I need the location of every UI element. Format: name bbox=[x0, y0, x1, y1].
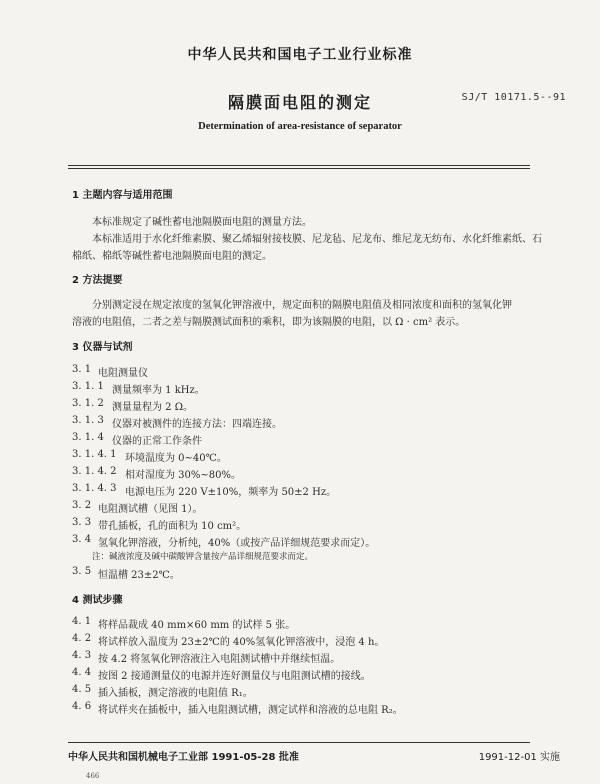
item-number: 3. 1. 4. 2 bbox=[72, 466, 117, 477]
implementation-date: 1991-12-01 实施 bbox=[478, 752, 560, 763]
item-text: 恒温槽 23±2℃。 bbox=[98, 570, 180, 581]
item-text: 电阻测量仪 bbox=[98, 368, 148, 379]
section-2-para-1a: 分别测定浸在规定浓度的氢氧化钾溶液中，规定面积的隔膜电阻值及相同浓度和面积的氢氧化钾 bbox=[92, 300, 512, 311]
item-number: 3. 1. 2 bbox=[72, 398, 104, 409]
item-number: 3. 5 bbox=[72, 566, 92, 577]
item-text: 将试样放入温度为 23±2℃的 40%氢氧化钾溶液中，浸泡 4 h。 bbox=[98, 637, 385, 648]
standard-body-header: 中华人民共和国电子工业行业标准 bbox=[187, 47, 413, 63]
section-1-heading: 1 主题内容与适用范围 bbox=[72, 190, 173, 201]
item-number: 3. 4 bbox=[72, 534, 92, 545]
item-number: 4. 3 bbox=[72, 650, 92, 661]
item-text: 仪器的正常工作条件 bbox=[112, 436, 202, 447]
item-number: 3. 3 bbox=[72, 517, 92, 528]
item-text: 环境温度为 0~40℃。 bbox=[125, 453, 227, 464]
item-text: 按图 2 接通测量仪的电源并连好测量仪与电阻测试槽的接线。 bbox=[98, 671, 371, 682]
item-text: 插入插板，测定溶液的电阻值 R₁。 bbox=[98, 688, 253, 699]
section-1-para-1: 本标准规定了碱性蓄电池隔膜面电阻的测量方法。 bbox=[92, 217, 312, 228]
item-number: 4. 2 bbox=[72, 633, 92, 644]
section-1-para-2b: 棉纸、棉纸等碱性蓄电池隔膜面电阻的测定。 bbox=[72, 251, 272, 262]
approval-line: 中华人民共和国机械电子工业部 1991-05-28 批准 bbox=[68, 752, 299, 763]
page-number: 466 bbox=[86, 772, 100, 780]
english-title: Determination of area-resistance of separator bbox=[198, 121, 402, 132]
item-number: 3. 1. 4. 3 bbox=[72, 483, 117, 494]
top-divider-thin bbox=[68, 168, 530, 169]
item-text: 测量频率为 1 kHz。 bbox=[112, 385, 205, 396]
bottom-divider bbox=[68, 742, 530, 743]
item-text: 按 4.2 将氢氧化钾溶液注入电阻测试槽中并继续恒温。 bbox=[98, 654, 341, 665]
item-number: 4. 5 bbox=[72, 684, 92, 695]
item-number: 4. 6 bbox=[72, 701, 92, 712]
section-3-note: 注：碱液浓度及碱中碳酸钾含量按产品详细规范要求而定。 bbox=[92, 552, 314, 562]
document-title: 隔膜面电阻的测定 bbox=[227, 93, 372, 112]
item-text: 氢氧化钾溶液，分析纯，40%（或按产品详细规范要求而定）。 bbox=[98, 538, 376, 549]
item-text: 相对湿度为 30%~80%。 bbox=[125, 470, 242, 481]
item-text: 带孔插板，孔的面积为 10 cm²。 bbox=[98, 521, 247, 532]
item-text: 电阻测试槽（见图 1）。 bbox=[98, 504, 203, 515]
item-number: 3. 1. 4 bbox=[72, 432, 104, 443]
item-text: 测量量程为 2 Ω。 bbox=[112, 402, 194, 413]
item-number: 4. 1 bbox=[72, 616, 92, 627]
section-1-para-2a: 本标准适用于水化纤维素膜、聚乙烯辐射接枝膜、尼龙毡、尼龙布、维尼龙无纺布、水化纤维素纸、石 bbox=[92, 234, 542, 245]
item-number: 3. 1. 3 bbox=[72, 415, 104, 426]
item-text: 电源电压为 220 V±10%，频率为 50±2 Hz。 bbox=[125, 487, 337, 498]
section-4-heading: 4 测试步骤 bbox=[72, 595, 123, 606]
item-number: 3. 2 bbox=[72, 500, 92, 511]
section-2-heading: 2 方法提要 bbox=[72, 275, 123, 286]
top-divider bbox=[68, 165, 530, 166]
item-number: 3. 1. 1 bbox=[72, 381, 104, 392]
standard-code: SJ/T 10171.5--91 bbox=[461, 92, 566, 103]
item-number: 3. 1. 4. 1 bbox=[72, 449, 117, 460]
section-2-para-1b: 溶液的电阻值，二者之差与隔膜测试面积的乘积，即为该隔膜的电阻，以 Ω · cm² 表示。 bbox=[72, 317, 466, 328]
item-number: 3. 1 bbox=[72, 364, 92, 375]
item-number: 4. 4 bbox=[72, 667, 92, 678]
item-text: 将试样夹在插板中，插入电阻测试槽，测定试样和溶液的总电阻 R₂。 bbox=[98, 705, 403, 716]
section-3-heading: 3 仪器与试剂 bbox=[72, 342, 133, 353]
item-text: 将样品裁成 40 mm×60 mm 的试样 5 张。 bbox=[98, 620, 296, 631]
item-text: 仪器对被测件的连接方法：四端连接。 bbox=[112, 419, 282, 430]
